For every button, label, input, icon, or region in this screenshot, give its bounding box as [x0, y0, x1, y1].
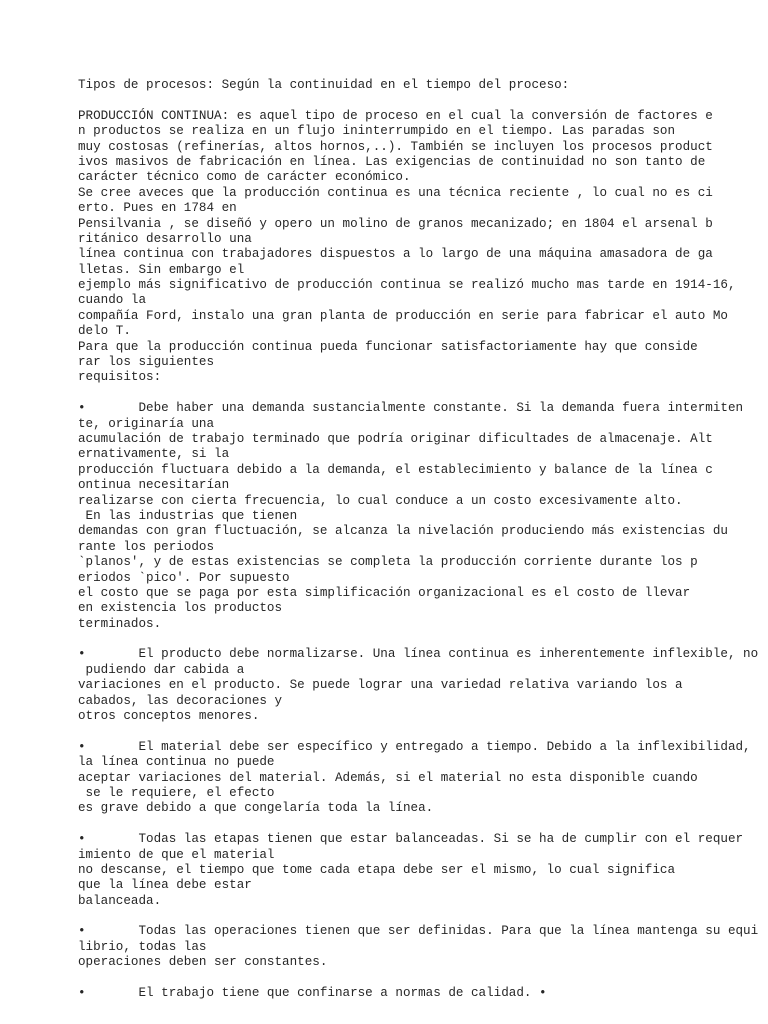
document-line: n productos se realiza en un flujo ininterrumpido en el tiempo. Las paradas son: [78, 124, 676, 139]
document-line: el costo que se paga por esta simplificación organizacional es el costo de llevar: [78, 585, 691, 600]
document-line: te, originaría una: [78, 416, 215, 431]
document-line: aceptar variaciones del material. Además, si el material no esta disponible cuando: [78, 770, 698, 785]
document-line: acumulación de trabajo terminado que podría originar dificultades de almacenaje. Alt: [78, 431, 713, 446]
document-line: compañía Ford, instalo una gran planta de producción en serie para fabricar el auto Mo: [78, 308, 728, 323]
document-line: cabados, las decoraciones y: [78, 693, 283, 708]
document-line: ejemplo más significativo de producción continua se realizó mucho mas tarde en 1914-16,: [78, 278, 736, 293]
document-line: PRODUCCIÓN CONTINUA: es aquel tipo de proceso en el cual la conversión de factores e: [78, 108, 713, 123]
document-line: operaciones deben ser constantes.: [78, 955, 328, 970]
document-line: no descanse, el tiempo que tome cada etapa debe ser el mismo, lo cual significa: [78, 862, 676, 877]
document-line: muy costosas (refinerías, altos hornos,..). También se incluyen los procesos product: [78, 139, 713, 154]
document-line: otros conceptos menores.: [78, 709, 260, 724]
blank-line: [78, 632, 768, 647]
document-line: eriodos `pico'. Por supuesto: [78, 570, 290, 585]
document-text: [78, 78, 768, 1001]
document-line: lletas. Sin embargo el: [78, 262, 245, 277]
document-line: delo T.: [78, 324, 131, 339]
document-line: línea continua con trabajadores dispuestos a lo largo de una máquina amasadora de ga: [78, 247, 713, 262]
document-line: `planos', y de estas existencias se completa la producción corriente durante los p: [78, 555, 698, 570]
document-line: Se cree aveces que la producción continua es una técnica reciente , lo cual no es ci: [78, 185, 713, 200]
bullet-item-line: • Todas las etapas tienen que estar balanceadas. Si se ha de cumplir con el requer: [78, 832, 744, 847]
document-heading: Tipos de procesos: Según la continuidad en el tiempo del proceso:: [78, 78, 570, 92]
bullet-item-line: • El producto debe normalizarse. Una línea continua es inherentemente inflexible, no: [78, 647, 759, 662]
blank-line: [78, 971, 768, 986]
document-line: requisitos:: [78, 370, 162, 385]
blank-line: [78, 817, 768, 832]
document-line: realizarse con cierta frecuencia, lo cual conduce a un costo excesivamente alto.: [78, 493, 683, 508]
blank-line: [78, 386, 768, 401]
document-line: terminados.: [78, 616, 162, 631]
document-line: es grave debido a que congelaría toda la línea.: [78, 801, 434, 816]
document-line: cuando la: [78, 293, 147, 308]
blank-line: [78, 93, 768, 108]
blank-line: [78, 909, 768, 924]
bullet-item-line: • El material debe ser específico y entregado a tiempo. Debido a la inflexibilidad,: [78, 739, 751, 754]
document-line: la línea continua no puede: [78, 755, 275, 770]
document-line: ritánico desarrollo una: [78, 231, 252, 246]
document-line: rar los siguientes: [78, 355, 215, 370]
document-line: que la línea debe estar: [78, 878, 252, 893]
bullet-item-line: • El trabajo tiene que confinarse a normas de calidad. •: [78, 986, 547, 1001]
document-line: balanceada.: [78, 893, 162, 908]
bullet-item-line: • Debe haber una demanda sustancialmente constante. Si la demanda fuera intermiten: [78, 401, 744, 416]
document-line: Para que la producción continua pueda funcionar satisfactoriamente hay que conside: [78, 339, 698, 354]
document-line: erto. Pues en 1784 en: [78, 201, 237, 216]
document-line: demandas con gran fluctuación, se alcanza la nivelación produciendo más existencias du: [78, 524, 728, 539]
document-line: en existencia los productos: [78, 601, 283, 616]
document-line: variaciones en el producto. Se puede lograr una variedad relativa variando los a: [78, 678, 683, 693]
document-line: pudiendo dar cabida a: [78, 662, 245, 677]
document-line: Pensilvania , se diseñó y opero un molino de granos mecanizado; en 1804 el arsenal b: [78, 216, 713, 231]
document-line: rante los periodos: [78, 539, 215, 554]
document-line: ivos masivos de fabricación en línea. Las exigencias de continuidad no son tanto de: [78, 154, 706, 169]
document-line: ernativamente, si la: [78, 447, 230, 462]
bullet-item-line: • Todas las operaciones tienen que ser definidas. Para que la línea mantenga su equi: [78, 924, 759, 939]
document-line: se le requiere, el efecto: [78, 785, 275, 800]
document-line: carácter técnico como de carácter económico.: [78, 170, 411, 185]
document-line: producción fluctuara debido a la demanda, el establecimiento y balance de la línea c: [78, 462, 713, 477]
blank-line: [78, 724, 768, 739]
document-line: ontinua necesitarían: [78, 478, 230, 493]
document-line: En las industrias que tienen: [78, 508, 298, 523]
document-line: imiento de que el material: [78, 847, 275, 862]
document-line: librio, todas las: [78, 939, 207, 954]
